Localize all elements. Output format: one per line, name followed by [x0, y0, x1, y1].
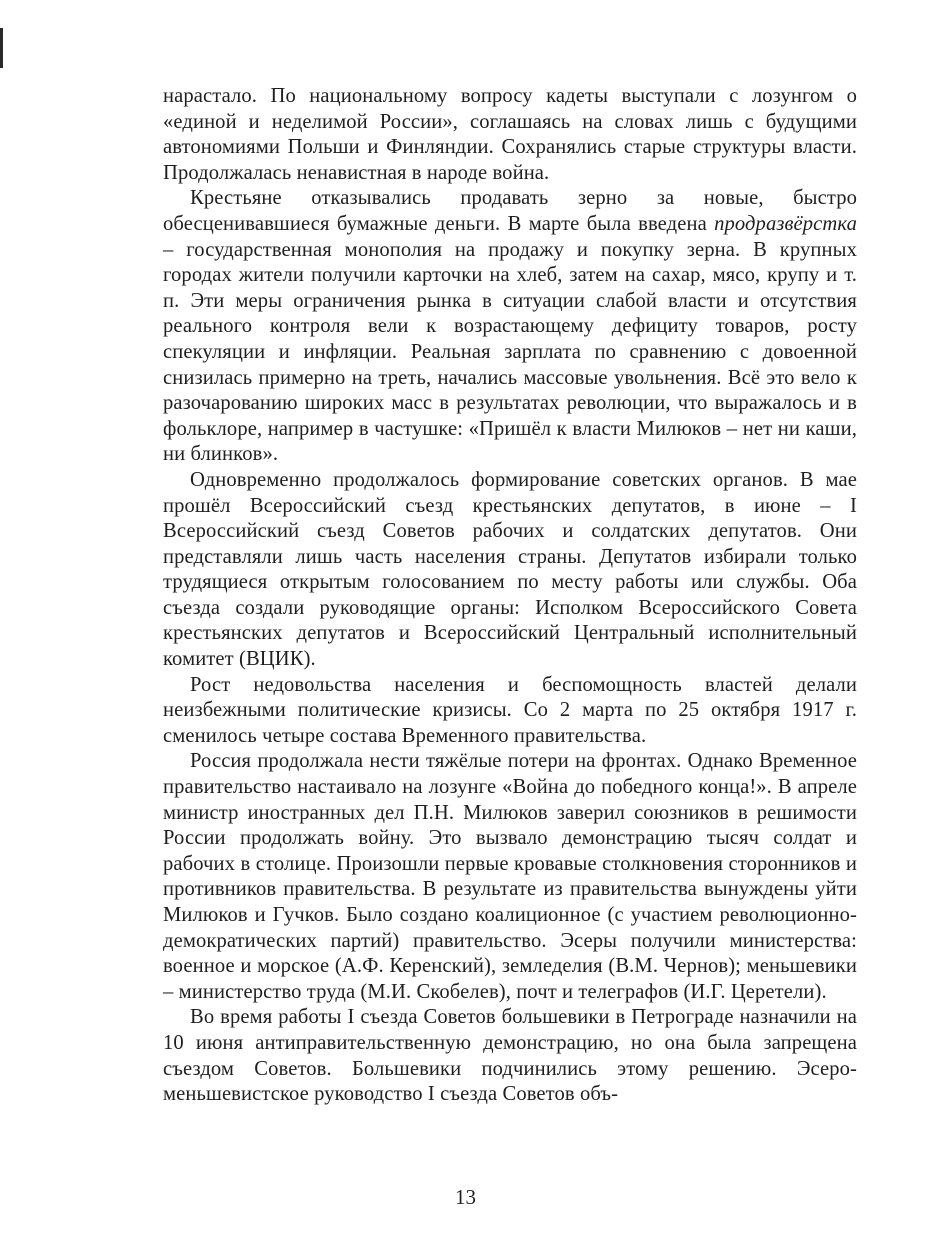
- paragraph-2-text-start: Крестьяне отказывались продавать зерно за новые, быстро обесценивавшиеся бумажные деньги. В марте была введена: [163, 187, 857, 235]
- paragraph-1: [163, 84, 857, 186]
- page-edge-mark: [0, 28, 3, 68]
- paragraph-2: [163, 186, 857, 468]
- paragraph-5-text: Россия продолжала нести тяжёлые потери на фронтах. Однако Временное правительство настаивало на лозунге «Война до победного конца!». В апреле министр иностранных дел П.Н. Милюков заверил союзников в решимости России продолжать войну. Это вызвало демонстрацию тысяч солдат и рабочих в столице. Произошли первые кровавые столкновения сторонников и противников правительства. В результате из правительства вынуждены уйти Милюков и Гучков. Было создано коалиционное (с участием революционно-демократических партий) правительство. Эсеры получили министерства: военное и морское (А.Ф. Керенский), земледелия (В.М. Чернов); меньшевики – министерство труда (М.И. Скобелев), почт и телеграфов (И.Г. Церетели).: [163, 750, 857, 1003]
- paragraph-5: [163, 749, 857, 1005]
- paragraph-4-text: Рост недовольства населения и беспомощность властей делали неизбежными политические кризисы. Со 2 марта по 25 октября 1917 г. сменилось четыре состава Временного правительства.: [163, 673, 857, 747]
- page-number: 13: [455, 1185, 476, 1209]
- paragraph-3-text: Одновременно продолжалось формирование советских органов. В мае прошёл Всероссийский съезд крестьянских депутатов, в июне – I Всероссийский съезд Советов рабочих и солдатских депутатов. Они представляли лишь часть населения страны. Депутатов избирали только трудящиеся открытым голосованием по месту работы или службы. Оба съезда создали руководящие органы: Исполком Всероссийского Совета крестьянских депутатов и Всероссийский Центральный исполнительный комитет (ВЦИК).: [163, 468, 857, 671]
- paragraph-2-text-end: – государственная монополия на продажу и покупку зерна. В крупных городах жители получили карточки на хлеб, затем на сахар, мясо, крупу и т. п. Эти меры ограничения рынка в ситуации слабой власти и отсутствия реального контроля вели к возрастающему дефициту товаров, росту спекуляции и инфляции. Реальная зарплата по сравнению с довоенной снизилась примерно на треть, начались массовые увольнения. Всё это вело к разочарованию широких масс в результатах революции, что выражалось и в фольклоре, например в частушке: «Пришёл к власти Милюков – нет ни каши, ни блинков».: [163, 238, 857, 466]
- term-prodrazverstka: продразвёрстка: [714, 212, 857, 235]
- page-body: [163, 84, 857, 1108]
- paragraph-6-text: Во время работы I съезда Советов большевики в Петрограде назначили на 10 июня антиправительственную демонстрацию, но она была запрещена съездом Советов. Большевики подчинились этому решению. Эсеро-меньшевистское руководство I съезда Советов объ-: [163, 1006, 857, 1106]
- paragraph-4: [163, 673, 857, 750]
- paragraph-1-text: нарастало. По национальному вопросу кадеты выступали с лозунгом о «единой и неделимой России», соглашаясь на словах лишь с будущими автономиями Польши и Финляндии. Сохранялись старые структуры власти. Продолжалась ненавистная в народе война.: [163, 85, 857, 184]
- paragraph-3: [163, 468, 857, 673]
- paragraph-6: [163, 1005, 857, 1107]
